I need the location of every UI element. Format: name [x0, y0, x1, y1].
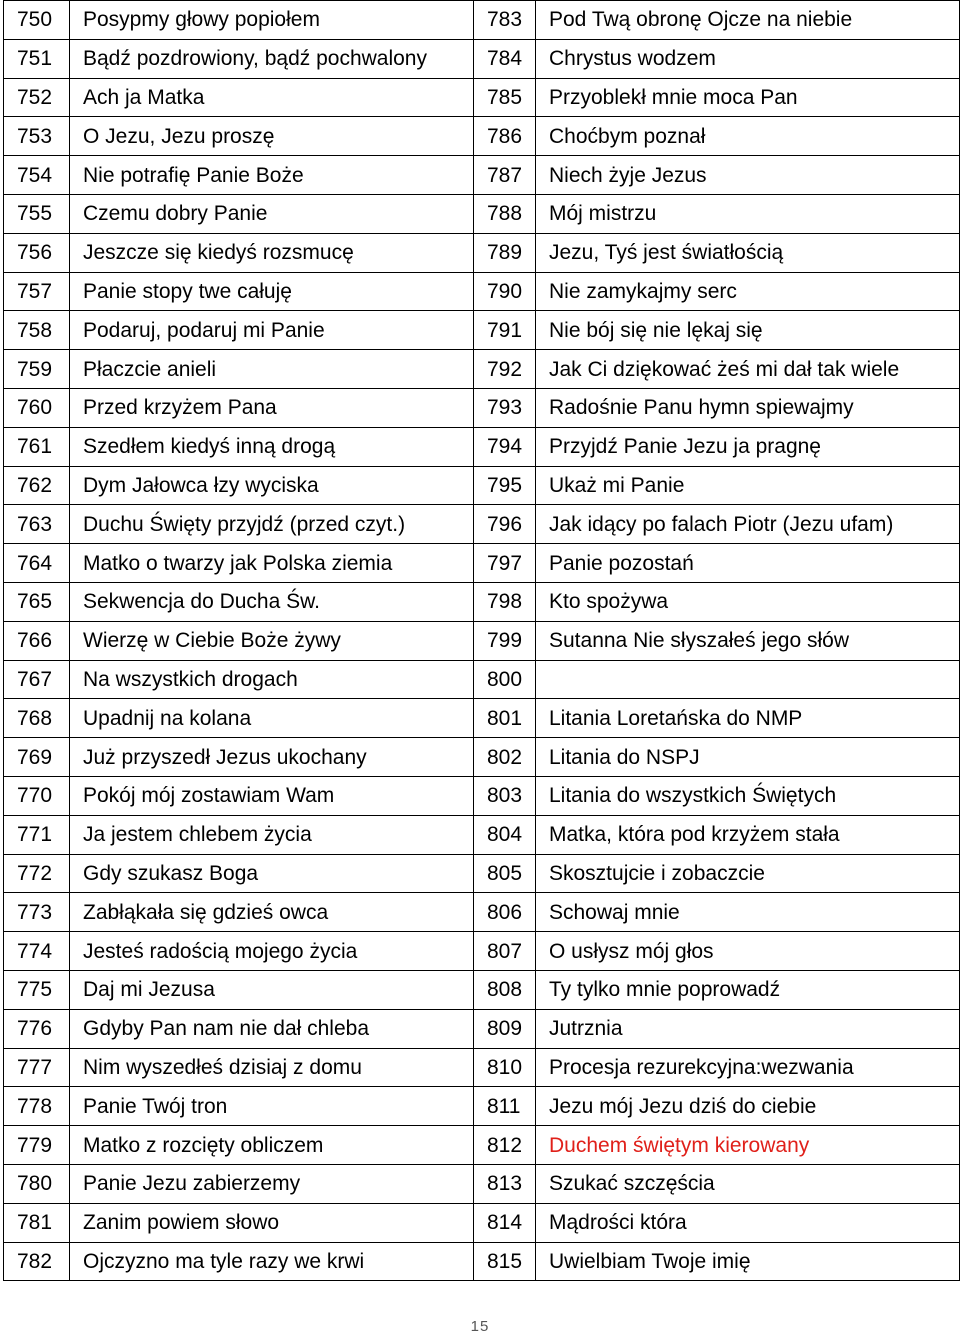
table-row — [4, 699, 960, 738]
left-song-number: 767 — [4, 660, 70, 699]
left-song-title: Jeszcze się kiedyś rozsmucę — [70, 233, 474, 272]
right-song-title: Jezu mój Jezu dziś do ciebie — [536, 1087, 960, 1126]
left-song-number: 750 — [4, 1, 70, 40]
right-song-title: Pod Twą obronę Ojcze na niebie — [536, 1, 960, 40]
left-song-title: Płaczcie anieli — [70, 350, 474, 389]
right-song-title: Litania Loretańska do NMP — [536, 699, 960, 738]
right-song-title: Litania do wszystkich Świętych — [536, 776, 960, 815]
left-song-title: Wierzę w Ciebie Boże żywy — [70, 621, 474, 660]
left-song-number: 775 — [4, 970, 70, 1009]
table-row — [4, 1087, 960, 1126]
right-song-title: Ty tylko mnie poprowadź — [536, 970, 960, 1009]
right-song-number: 815 — [474, 1242, 536, 1281]
right-song-title: Jezu, Tyś jest światłością — [536, 233, 960, 272]
right-song-number: 796 — [474, 505, 536, 544]
right-song-number: 783 — [474, 1, 536, 40]
table-row — [4, 388, 960, 427]
right-song-title: Chrystus wodzem — [536, 39, 960, 78]
table-row — [4, 427, 960, 466]
table-row — [4, 272, 960, 311]
song-index-table — [3, 0, 960, 1281]
left-song-number: 756 — [4, 233, 70, 272]
table-row — [4, 78, 960, 117]
left-song-number: 759 — [4, 350, 70, 389]
table-row — [4, 660, 960, 699]
left-song-title: Dym Jałowca łzy wyciska — [70, 466, 474, 505]
right-song-number: 789 — [474, 233, 536, 272]
right-song-number: 786 — [474, 117, 536, 156]
table-row — [4, 233, 960, 272]
table-row — [4, 1242, 960, 1281]
song-index-body — [4, 1, 960, 1281]
left-song-title: Matko o twarzy jak Polska ziemia — [70, 544, 474, 583]
left-song-title: Podaruj, podaruj mi Panie — [70, 311, 474, 350]
table-row — [4, 1164, 960, 1203]
right-song-title: Nie bój się nie lękaj się — [536, 311, 960, 350]
right-song-number: 801 — [474, 699, 536, 738]
left-song-number: 764 — [4, 544, 70, 583]
table-row — [4, 1203, 960, 1242]
right-song-title: Choćbym poznał — [536, 117, 960, 156]
right-song-title: Kto spożywa — [536, 582, 960, 621]
table-row — [4, 1009, 960, 1048]
left-song-title: O Jezu, Jezu proszę — [70, 117, 474, 156]
right-song-number: 812 — [474, 1126, 536, 1165]
right-song-number: 799 — [474, 621, 536, 660]
right-song-title: Schowaj mnie — [536, 893, 960, 932]
left-song-number: 755 — [4, 194, 70, 233]
right-song-title: Duchem świętym kierowany — [536, 1126, 960, 1165]
right-song-number: 792 — [474, 350, 536, 389]
table-row — [4, 621, 960, 660]
left-song-number: 776 — [4, 1009, 70, 1048]
right-song-number: 803 — [474, 776, 536, 815]
left-song-title: Posypmy głowy popiołem — [70, 1, 474, 40]
right-song-title: Mój mistrzu — [536, 194, 960, 233]
left-song-title: Przed krzyżem Pana — [70, 388, 474, 427]
table-row — [4, 776, 960, 815]
table-row — [4, 350, 960, 389]
right-song-title: Skosztujcie i zobaczcie — [536, 854, 960, 893]
left-song-title: Zanim powiem słowo — [70, 1203, 474, 1242]
table-row — [4, 582, 960, 621]
table-row — [4, 815, 960, 854]
left-song-number: 770 — [4, 776, 70, 815]
left-song-title: Ojczyzno ma tyle razy we krwi — [70, 1242, 474, 1281]
right-song-number: 800 — [474, 660, 536, 699]
right-song-number: 809 — [474, 1009, 536, 1048]
right-song-number: 795 — [474, 466, 536, 505]
left-song-number: 772 — [4, 854, 70, 893]
table-row — [4, 544, 960, 583]
left-song-number: 761 — [4, 427, 70, 466]
right-song-number: 805 — [474, 854, 536, 893]
table-row — [4, 1, 960, 40]
left-song-number: 777 — [4, 1048, 70, 1087]
right-song-title: Radośnie Panu hymn spiewajmy — [536, 388, 960, 427]
right-song-number: 806 — [474, 893, 536, 932]
table-row — [4, 738, 960, 777]
right-song-number: 810 — [474, 1048, 536, 1087]
table-row — [4, 117, 960, 156]
right-song-title: Niech żyje Jezus — [536, 156, 960, 195]
left-song-title: Bądź pozdrowiony, bądź pochwalony — [70, 39, 474, 78]
table-row — [4, 932, 960, 971]
right-song-number: 784 — [474, 39, 536, 78]
right-song-title: Jak Ci dziękować żeś mi dał tak wiele — [536, 350, 960, 389]
left-song-number: 781 — [4, 1203, 70, 1242]
left-song-title: Panie Jezu zabierzemy — [70, 1164, 474, 1203]
left-song-number: 774 — [4, 932, 70, 971]
table-row — [4, 156, 960, 195]
left-song-number: 766 — [4, 621, 70, 660]
right-song-number: 798 — [474, 582, 536, 621]
right-song-number: 788 — [474, 194, 536, 233]
right-song-number: 813 — [474, 1164, 536, 1203]
left-song-title: Matko z rozcięty obliczem — [70, 1126, 474, 1165]
right-song-title: Nie zamykajmy serc — [536, 272, 960, 311]
left-song-title: Jesteś radością mojego życia — [70, 932, 474, 971]
left-song-number: 762 — [4, 466, 70, 505]
right-song-title: Przyoblekł mnie moca Pan — [536, 78, 960, 117]
left-song-title: Gdy szukasz Boga — [70, 854, 474, 893]
left-song-number: 765 — [4, 582, 70, 621]
right-song-title: Jutrznia — [536, 1009, 960, 1048]
left-song-title: Pokój mój zostawiam Wam — [70, 776, 474, 815]
right-song-number: 811 — [474, 1087, 536, 1126]
table-row — [4, 970, 960, 1009]
left-song-number: 782 — [4, 1242, 70, 1281]
right-song-number: 804 — [474, 815, 536, 854]
left-song-title: Daj mi Jezusa — [70, 970, 474, 1009]
table-row — [4, 194, 960, 233]
right-song-title: Matka, która pod krzyżem stała — [536, 815, 960, 854]
left-song-title: Duchu Święty przyjdź (przed czyt.) — [70, 505, 474, 544]
left-song-number: 763 — [4, 505, 70, 544]
left-song-title: Na wszystkich drogach — [70, 660, 474, 699]
right-song-title: Szukać szczęścia — [536, 1164, 960, 1203]
right-song-title — [536, 660, 960, 699]
right-song-number: 808 — [474, 970, 536, 1009]
right-song-title: Panie pozostań — [536, 544, 960, 583]
left-song-title: Panie Twój tron — [70, 1087, 474, 1126]
left-song-title: Panie stopy twe całuję — [70, 272, 474, 311]
right-song-title: Mądrości która — [536, 1203, 960, 1242]
right-song-number: 793 — [474, 388, 536, 427]
left-song-title: Nie potrafię Panie Boże — [70, 156, 474, 195]
table-row — [4, 311, 960, 350]
table-row — [4, 39, 960, 78]
table-row — [4, 505, 960, 544]
left-song-title: Nim wyszedłeś dzisiaj z domu — [70, 1048, 474, 1087]
table-row — [4, 466, 960, 505]
right-song-number: 802 — [474, 738, 536, 777]
left-song-title: Szedłem kiedyś inną drogą — [70, 427, 474, 466]
right-song-number: 794 — [474, 427, 536, 466]
left-song-title: Gdyby Pan nam nie dał chleba — [70, 1009, 474, 1048]
right-song-title: Ukaż mi Panie — [536, 466, 960, 505]
left-song-number: 779 — [4, 1126, 70, 1165]
right-song-title: Jak idący po falach Piotr (Jezu ufam) — [536, 505, 960, 544]
left-song-number: 769 — [4, 738, 70, 777]
table-row — [4, 893, 960, 932]
right-song-number: 797 — [474, 544, 536, 583]
right-song-number: 790 — [474, 272, 536, 311]
right-song-number: 785 — [474, 78, 536, 117]
left-song-title: Ach ja Matka — [70, 78, 474, 117]
right-song-title: Sutanna Nie słyszałeś jego słów — [536, 621, 960, 660]
left-song-title: Upadnij na kolana — [70, 699, 474, 738]
right-song-title: O usłysz mój głos — [536, 932, 960, 971]
table-row — [4, 1048, 960, 1087]
left-song-number: 754 — [4, 156, 70, 195]
left-song-title: Czemu dobry Panie — [70, 194, 474, 233]
right-song-number: 807 — [474, 932, 536, 971]
left-song-title: Już przyszedł Jezus ukochany — [70, 738, 474, 777]
left-song-number: 751 — [4, 39, 70, 78]
left-song-number: 757 — [4, 272, 70, 311]
left-song-number: 780 — [4, 1164, 70, 1203]
right-song-title: Litania do NSPJ — [536, 738, 960, 777]
right-song-number: 814 — [474, 1203, 536, 1242]
right-song-title: Uwielbiam Twoje imię — [536, 1242, 960, 1281]
left-song-number: 778 — [4, 1087, 70, 1126]
left-song-number: 753 — [4, 117, 70, 156]
table-row — [4, 1126, 960, 1165]
page-number: 15 — [470, 1318, 490, 1335]
left-song-number: 768 — [4, 699, 70, 738]
left-song-title: Ja jestem chlebem życia — [70, 815, 474, 854]
left-song-number: 773 — [4, 893, 70, 932]
left-song-title: Sekwencja do Ducha Św. — [70, 582, 474, 621]
right-song-number: 787 — [474, 156, 536, 195]
right-song-title: Procesja rezurekcyjna:wezwania — [536, 1048, 960, 1087]
left-song-number: 760 — [4, 388, 70, 427]
right-song-number: 791 — [474, 311, 536, 350]
left-song-number: 752 — [4, 78, 70, 117]
left-song-number: 758 — [4, 311, 70, 350]
left-song-title: Zabłąkała się gdzieś owca — [70, 893, 474, 932]
right-song-title: Przyjdź Panie Jezu ja pragnę — [536, 427, 960, 466]
left-song-number: 771 — [4, 815, 70, 854]
table-row — [4, 854, 960, 893]
